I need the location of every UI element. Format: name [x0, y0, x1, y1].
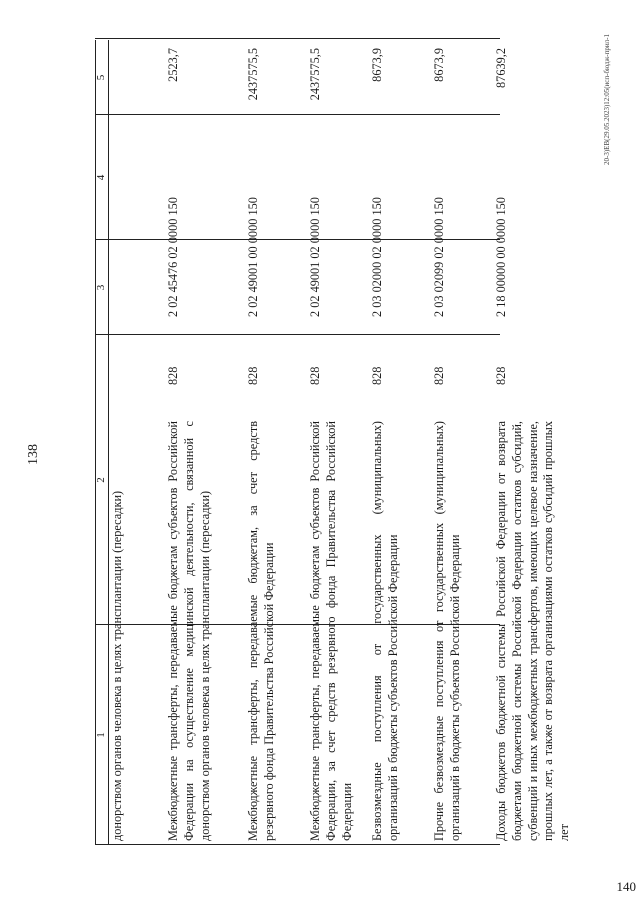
- row-6-code: 2 18 00000 00 0000 150: [494, 197, 508, 317]
- continuation-text: донорством органов человека в целях трансплантации (пересадки): [110, 490, 124, 841]
- row-4-amount: 8673,9: [370, 48, 384, 82]
- row-5-admin: 828: [432, 366, 446, 385]
- page-number: 140: [616, 879, 636, 894]
- row-4-text: Безвозмездные поступления от государственных (муниципальных) организаций в бюджеты субъектов Российской Федерации: [370, 421, 400, 841]
- row-5-text: Прочие безвозмездные поступления от государственных (муниципальных) организаций в бюджеты субъектов Российской Федерации: [432, 421, 462, 841]
- footer-doc-code: 20-3)ЕВ(29.05.2023)12:05(исп-бюдж-прил-1: [603, 34, 611, 165]
- page-header-number: 138: [26, 444, 41, 465]
- row-6-admin: 828: [494, 366, 508, 385]
- col-header-1: 1: [95, 732, 107, 738]
- row-2-admin: 828: [246, 366, 260, 385]
- col-divider-2: [95, 334, 500, 335]
- row-6-text: Доходы бюджетов бюджетной системы Российской Федерации от возврата бюджетами бюджетной системы Российской Федерации остатков субсидий, субвенций и иных межбюджетных трансфертов, имеющих целевое назначение, прошлых лет, а также от возврата организациями остатков субсидий прошлых лет: [494, 421, 572, 841]
- col-header-4: 4: [95, 174, 107, 181]
- row-6-amount: 87639,2: [494, 48, 508, 88]
- col-header-5: 5: [95, 74, 107, 81]
- header-bottom-border: [108, 40, 109, 845]
- row-1-code: 2 02 45476 02 0000 150: [166, 197, 180, 317]
- row-3-amount: 2437575,5: [308, 48, 322, 101]
- row-5-code: 2 03 02099 02 0000 150: [432, 197, 446, 317]
- row-5-amount: 8673,9: [432, 48, 446, 82]
- row-4-code: 2 03 02000 02 0000 150: [370, 197, 384, 317]
- row-3-code: 2 02 49001 02 0000 150: [308, 197, 322, 317]
- row-1-text: Межбюджетные трансферты, передаваемые бюджетам субъектов Российской Федерации на осуществление медицинской деятельности, связанной с донорством органов человека в целях трансплантации (пересадки): [166, 421, 212, 841]
- row-3-admin: 828: [308, 366, 322, 385]
- col-divider-4: [95, 114, 500, 115]
- row-4-admin: 828: [370, 366, 384, 385]
- col-header-3: 3: [95, 284, 107, 291]
- row-1-admin: 828: [166, 366, 180, 385]
- row-2-text: Межбюджетные трансферты, передаваемые бюджетам, за счет средств резервного фонда Правительства Российской Федерации: [246, 421, 276, 841]
- col-header-2: 2: [95, 477, 107, 483]
- row-2-amount: 2437575,5: [246, 48, 260, 101]
- row-2-code: 2 02 49001 00 0000 150: [246, 197, 260, 317]
- row-1-amount: 2523,7: [166, 48, 180, 82]
- row-3-text: Межбюджетные трансферты, передаваемые бюджетам субъектов Российской Федерации, за счет средств резервного фонда Правительства Российской Федерации: [308, 421, 354, 841]
